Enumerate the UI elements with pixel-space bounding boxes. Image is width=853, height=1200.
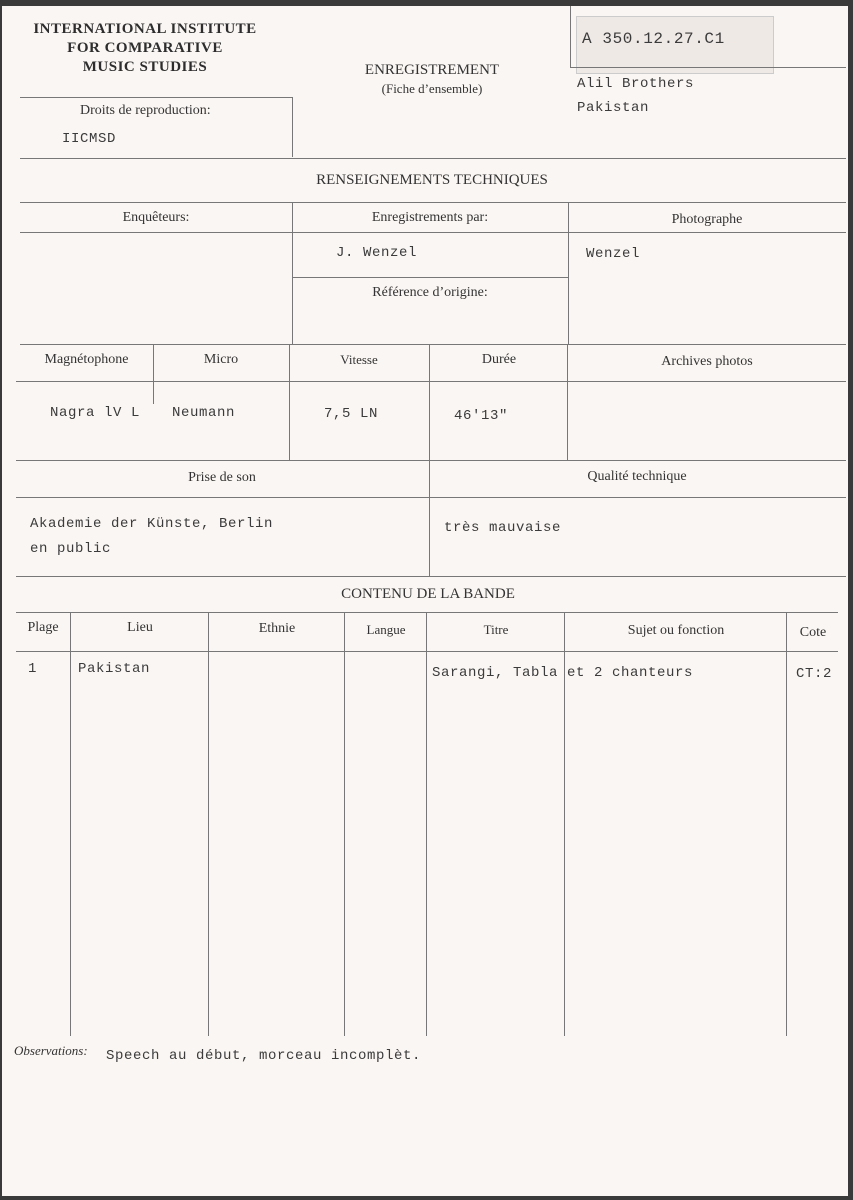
contents-title: CONTENU DE LA BANDE <box>341 586 515 602</box>
divider <box>16 612 838 613</box>
divider <box>20 97 293 98</box>
divider <box>16 381 846 382</box>
institute-line-1: INTERNATIONAL INSTITUTE <box>33 21 257 37</box>
sound-capture-line-1: Akademie der Künste, Berlin <box>30 516 274 532</box>
sound-capture-label: Prise de son <box>188 470 256 485</box>
column-header-titre: Titre <box>483 622 509 637</box>
cell-lieu: Pakistan <box>78 661 151 677</box>
form-title: ENREGISTREMENT <box>364 62 500 78</box>
reference-number: A 350.12.27.C1 <box>582 30 725 48</box>
mic-label: Micro <box>203 352 239 367</box>
speed-label: Vitesse <box>340 352 378 367</box>
column-header-langue: Langue <box>366 622 406 637</box>
cell-titre: Sarangi, Tabla et 2 chanteurs <box>432 665 694 681</box>
divider <box>16 651 838 652</box>
cell-cote: CT:2 <box>796 666 833 682</box>
divider <box>570 6 571 68</box>
institute-name <box>20 20 270 77</box>
quality-label: Qualité technique <box>587 469 687 484</box>
divider <box>429 460 430 576</box>
divider <box>567 344 568 460</box>
speed-value: 7,5 LN <box>324 406 379 422</box>
photographer-label: Photographe <box>671 212 743 227</box>
divider <box>429 344 430 460</box>
recorded-by-label: Enregistrements par: <box>371 210 489 225</box>
divider <box>153 344 154 404</box>
divider <box>426 612 427 1036</box>
observations-label: Observations: <box>14 1043 88 1058</box>
mic-value: Neumann <box>172 405 236 421</box>
rights-value: IICMSD <box>62 131 117 147</box>
technical-title: RENSEIGNEMENTS TECHNIQUES <box>316 172 548 188</box>
observations-value: Speech au début, morceau incomplèt. <box>106 1048 422 1064</box>
recorded-by-value: J. Wenzel <box>336 245 418 261</box>
institute-line-2: FOR COMPARATIVE <box>67 40 223 56</box>
column-header-cote: Cote <box>799 625 827 640</box>
divider <box>208 612 209 1036</box>
divider <box>568 202 569 344</box>
divider <box>20 344 846 345</box>
artist-name: Alil Brothers <box>577 76 695 92</box>
recorder-label: Magnétophone <box>44 352 129 367</box>
divider <box>292 97 293 157</box>
divider <box>20 158 846 159</box>
divider <box>20 202 846 203</box>
form-subtitle: (Fiche d’ensemble) <box>381 81 483 96</box>
divider <box>344 612 345 1036</box>
recorder-value: Nagra lV L <box>50 405 141 421</box>
divider <box>16 460 846 461</box>
form-sheet <box>2 6 848 1196</box>
divider <box>16 497 846 498</box>
divider <box>70 612 71 1036</box>
duration-label: Durée <box>481 352 517 367</box>
divider <box>289 344 290 460</box>
cell-plage: 1 <box>28 661 38 677</box>
origin-ref-label: Référence d’origine: <box>372 285 488 300</box>
photographer-value: Wenzel <box>586 246 641 262</box>
divider <box>292 277 568 278</box>
divider <box>20 232 846 233</box>
photo-archives-label: Archives photos <box>661 354 753 369</box>
divider <box>570 67 846 68</box>
column-header-plage: Plage <box>27 620 59 635</box>
column-header-ethnie: Ethnie <box>258 621 296 636</box>
artist-country: Pakistan <box>577 100 650 116</box>
investigators-label: Enquêteurs: <box>122 210 190 225</box>
divider <box>16 576 846 577</box>
institute-line-3: MUSIC STUDIES <box>82 59 208 75</box>
quality-value: très mauvaise <box>444 520 562 536</box>
divider <box>292 202 293 344</box>
divider <box>786 612 787 1036</box>
rights-label: Droits de reproduction: <box>80 103 211 118</box>
column-header-lieu: Lieu <box>127 620 153 635</box>
column-header-sujet: Sujet ou fonction <box>627 623 725 638</box>
duration-value: 46'13" <box>454 408 509 424</box>
sound-capture-line-2: en public <box>30 541 112 557</box>
